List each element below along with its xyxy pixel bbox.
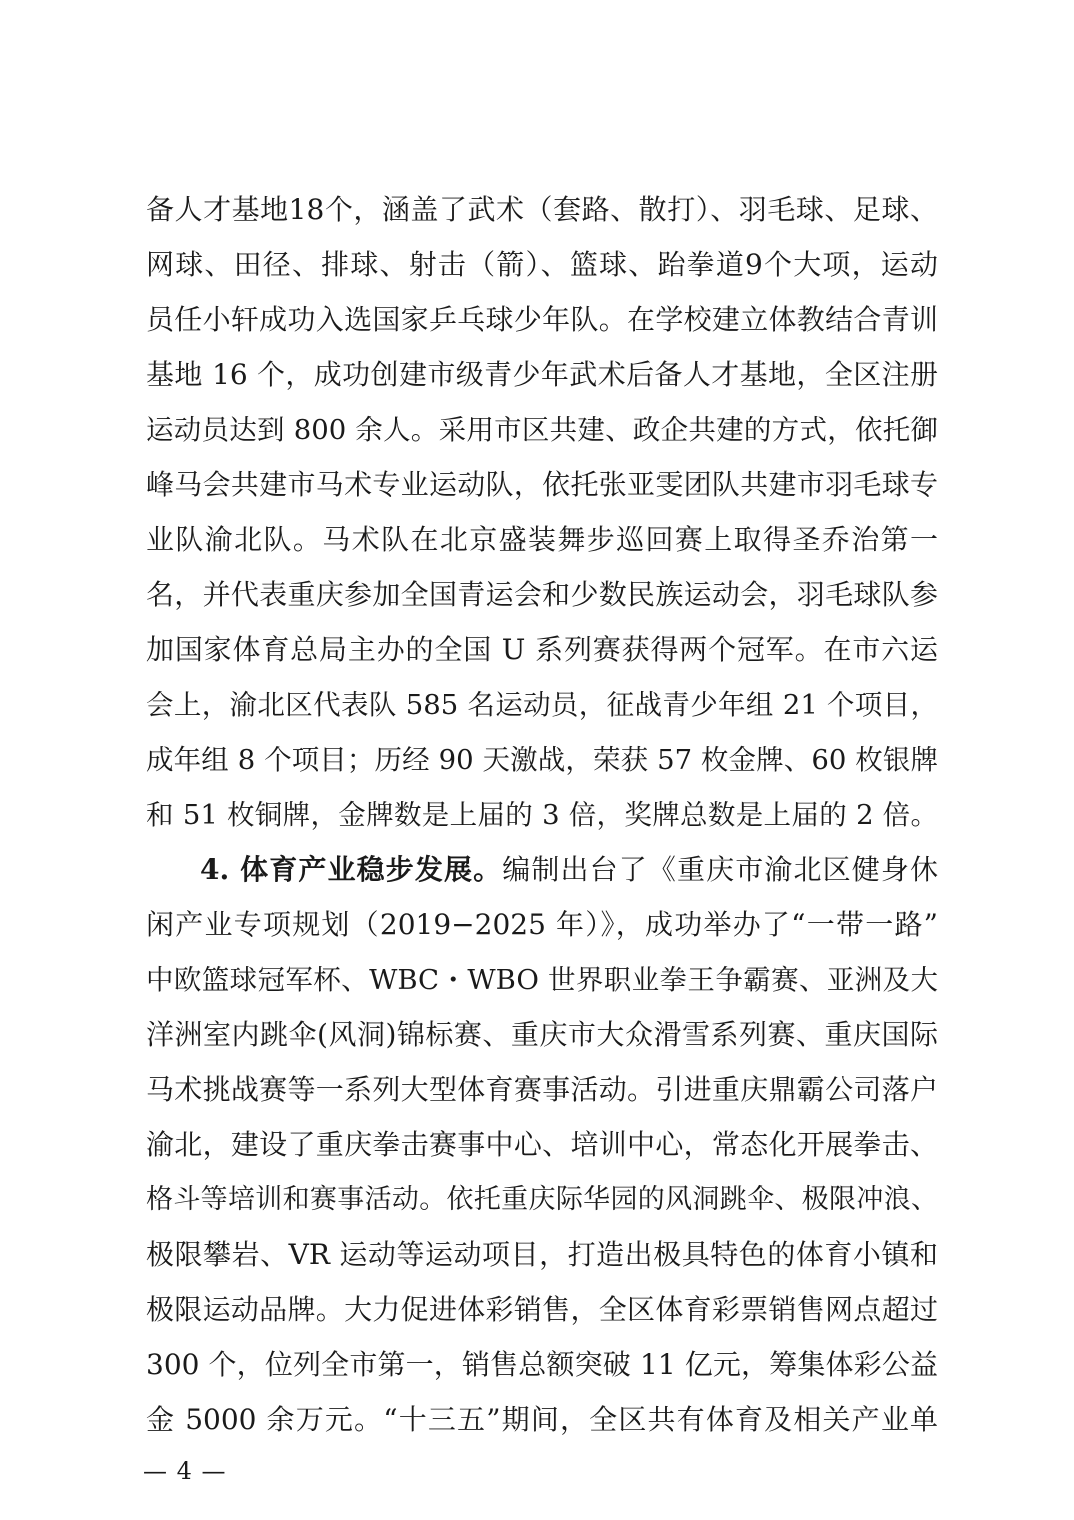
text-line: 格斗等培训和赛事活动。依托重庆际华园的风洞跳伞、极限冲浪、 [146,1184,938,1215]
text-line: 极限运动品牌。大力促进体彩销售，全区体育彩票销售网点超过 [146,1293,938,1326]
text-line: 闲产业专项规划（2019−2025 年）》，成功举办了“一带一路” [146,908,938,941]
text-line: 基地 16 个，成功创建市级青少年武术后备人才基地，全区注册 [146,358,938,391]
text-line: 名，并代表重庆参加全国青运会和少数民族运动会，羽毛球队参 [146,578,938,611]
text-line: 渝北，建设了重庆拳击赛事中心、培训中心，常态化开展拳击、 [146,1128,938,1161]
text-line: 马术挑战赛等一系列大型体育赛事活动。引进重庆鼎霸公司落户 [146,1073,938,1106]
page-number: — 4 — [143,1457,227,1485]
section-heading-text: 编制出台了《重庆市渝北区健身休 [502,853,938,886]
text-line: 中欧篮球冠军杯、WBC・WBO 世界职业拳王争霸赛、亚洲及大 [146,964,938,996]
text-line: 极限攀岩、VR 运动等运动项目，打造出极具特色的体育小镇和 [146,1238,938,1271]
text-line: 金 5000 余万元。“十三五”期间，全区共有体育及相关产业单 [146,1403,938,1436]
text-line: 会上，渝北区代表队 585 名运动员，征战青少年组 21 个项目， [146,689,938,721]
text-line: 员任小轩成功入选国家乒乓球少年队。在学校建立体教结合青训 [146,303,938,336]
text-line: 加国家体育总局主办的全国 U 系列赛获得两个冠军。在市六运 [146,633,938,666]
text-line: 成年组 8 个项目；历经 90 天激战，荣获 57 枚金牌、60 枚银牌 [146,744,938,776]
text-line: 运动员达到 800 余人。采用市区共建、政企共建的方式，依托御 [146,414,938,446]
text-line: 峰马会共建市马术专业运动队，依托张亚雯团队共建市羽毛球专 [146,468,938,501]
section-heading: 4. 体育产业稳步发展。 [200,853,503,886]
text-line: 网球、田径、排球、射击（箭）、篮球、跆拳道9个大项，运动 [146,248,938,281]
text-line: 业队渝北队。马术队在北京盛装舞步巡回赛上取得圣乔治第一 [146,523,938,556]
section-heading-line [200,850,938,890]
text-line: 洋洲室内跳伞(风洞)锦标赛、重庆市大众滑雪系列赛、重庆国际 [146,1018,938,1051]
text-line: 和 51 枚铜牌，金牌数是上届的 3 倍，奖牌总数是上届的 2 倍。 [146,799,938,831]
text-line: 备人才基地18个，涵盖了武术（套路、散打）、羽毛球、足球、 [146,193,938,226]
text-line: 300 个，位列全市第一，销售总额突破 11 亿元，筹集体彩公益 [146,1348,938,1381]
